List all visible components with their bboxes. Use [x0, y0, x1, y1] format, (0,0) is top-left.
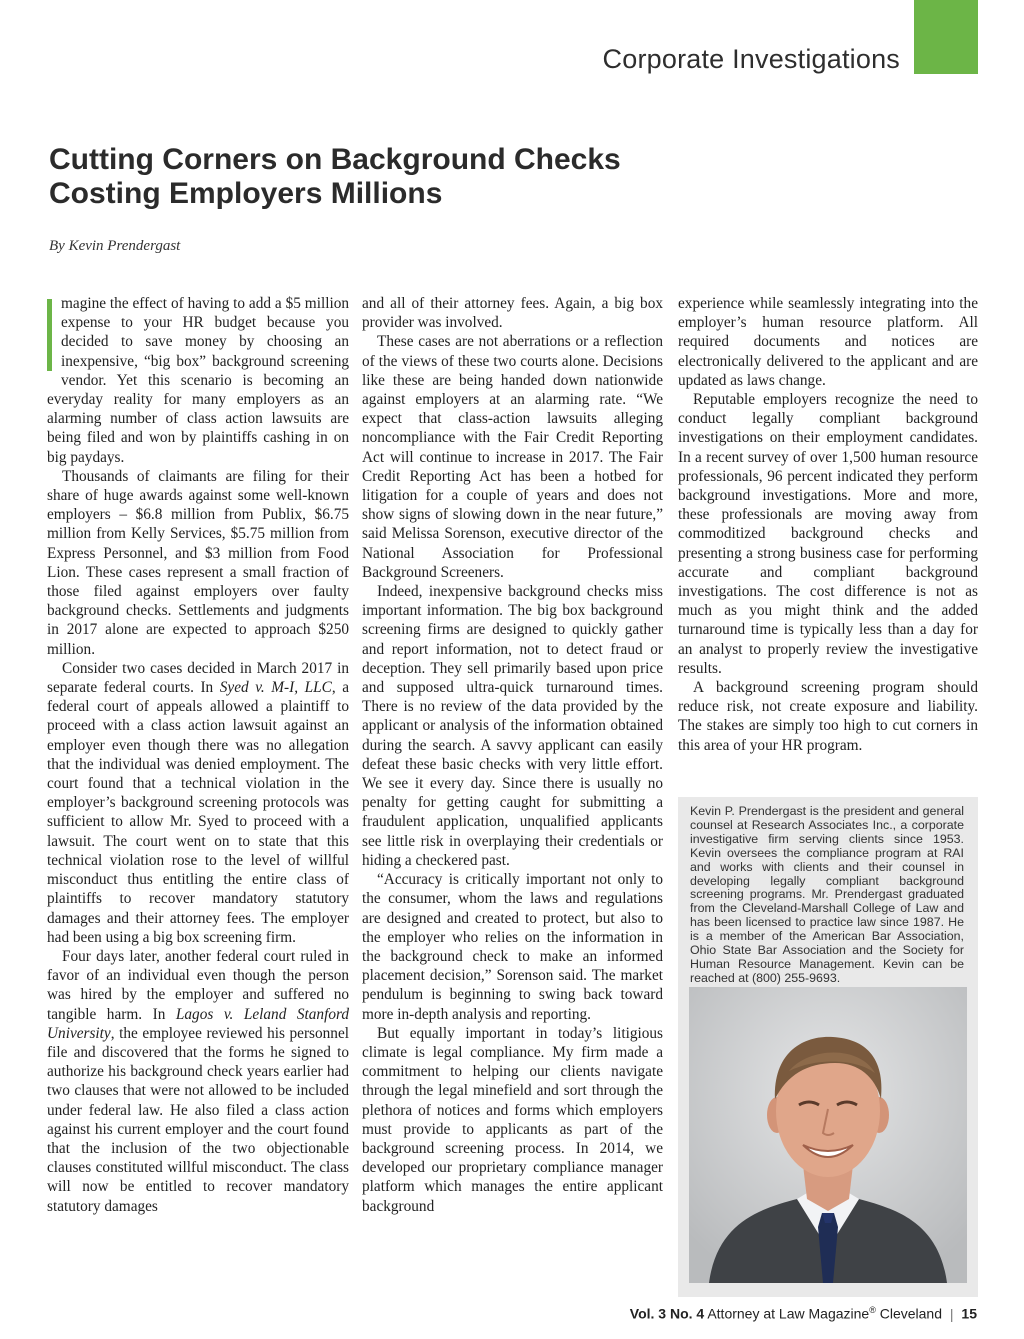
article-column-3 — [678, 294, 978, 755]
drop-cap-bar — [47, 299, 52, 371]
volume-issue: Vol. 3 No. 4 — [629, 1305, 705, 1322]
paragraph: Indeed, inexpensive background checks miss important information. The big box background screening firms are designed to quickly gather and report information, not to detect fraud or deception. They sell primarily based upon price and supposed ultra-quick turnaround times. There is no review of the data provided by the applicant or analysis of the information obtained during the search. A savvy applicant can easily defeat these basic checks with very little effort. We see it every day. Since there is usually no penalty for getting caught for submitting a fraudulent application, unqualified applicants see little risk in overplaying their credentials or hiding a checkered past. — [362, 583, 663, 869]
author-bio: Kevin P. Prendergast is the president and general counsel at Research Associates Inc., a corporate investigative firm serving clients since 1953. Kevin oversees the compliance program at RAI and works with clients and their counsel in developing legally compliant background screening programs. Mr. Prendergast graduated from the Cleveland-Marshall College of Law and has been licensed to practice law since 1987. He is a member of the American Bar Association, Ohio State Bar Association and the Society for Human Resource Management. Kevin can be reached at (800) 255-9693. — [690, 804, 964, 985]
registered-mark: ® — [869, 1305, 876, 1315]
paragraph-text: magine the effect of having to add a $5 million expense to your HR budget because you decided to save money by choosing an inexpensive, “big box” background screening vendor. Yet this scenario is becoming an everyday reality for many employers as an alarming number of class action lawsuits are being filed and won by plaintiffs cashing in on big paydays. — [47, 295, 349, 466]
paragraph: and all of their attorney fees. Again, a big box provider was involved. — [362, 295, 663, 332]
paragraph-text: Consider two cases decided in March 2017 in separate federal courts. In — [47, 659, 349, 697]
page-footer — [630, 1305, 977, 1322]
article-title-line-1: Cutting Corners on Background Checks — [49, 143, 621, 176]
footer-divider: | — [949, 1305, 954, 1322]
article-title-line-2: Costing Employers Millions — [49, 177, 443, 210]
paragraph: A background screening program should reduce risk, not create exposure and liability. The stakes are simply too high to cut corners in this area of your HR program. — [678, 679, 978, 754]
case-name: Syed v. M-I, LLC — [219, 679, 332, 697]
paragraph: “Accuracy is critically important not only to the consumer, whom the laws and regulations are designed and created to protect, but also to the employer who relies on the information in the background check to make an informed placement decision,” Sorenson said. The market pendulum is beginning to swing back toward more in-depth analysis and reporting. — [362, 871, 663, 1023]
paragraph: Reputable employers recognize the need to conduct legally compliant background investigations on their employment candidates. In a recent survey of over 1,500 human resource professionals, 96 percent indicated they perform background investigations. More and more, these professionals are moving away from commoditized background checks and presenting a strong business case for performing accurate and compliant background investigations. The cost difference is not as much as you might think and the added turnaround time is typically less than a day for an analyst to properly review the investigative results. — [678, 391, 978, 677]
paragraph: experience while seamlessly integrating into the employer’s human resource platform. All required documents and notices are electronically delivered to the applicant and are updated as laws change. — [678, 295, 978, 389]
section-color-tab — [914, 0, 978, 74]
magazine-name: Attorney at Law Magazine — [707, 1305, 870, 1322]
paragraph: But equally important in today’s litigious climate is legal compliance. My firm made a commitment to helping our clients navigate through the legal minefield and sort through the plethora of notices and forms which employers must provide to applicants as part of the background screening process. In 2014, we developed our proprietary compliance manager platform which manages the entire applicant background — [362, 1024, 663, 1215]
article-column-1 — [47, 294, 349, 1216]
paragraph: Thousands of claimants are filing for their share of huge awards against some well-known employers – $6.8 million from Publix, $6.75 million from Kelly Services, $5.75 million from Express Personnel, and $3 million from Food Lion. These cases represent a small fraction of those filed against employers over faulty background checks. Settlements and judgments in 2017 alone are expected to approach $250 million. — [47, 467, 349, 658]
article-column-2 — [362, 294, 663, 1216]
paragraph — [47, 947, 349, 1216]
city-name: Cleveland — [879, 1305, 942, 1322]
paragraph: These cases are not aberrations or a reflection of the views of these two courts alone. Decisions like these are being handed down nationwide against employers at an alarming rate. “We expect that class-action lawsuits alleging noncompliance with the Fair Credit Reporting Act will continue to increase in 2017. The Fair Credit Reporting Act has been a hotbed for litigation for a couple of years and does not show signs of slowing down in the near future,” said Melissa Sorenson, executive director of the National Association for Professional Background Screeners. — [362, 333, 663, 581]
case-name: Lagos v. Leland Stanford University — [47, 1005, 349, 1042]
author-photo — [689, 987, 967, 1283]
byline: By Kevin Prendergast — [49, 238, 181, 254]
paragraph — [47, 294, 349, 467]
section-label: Corporate Investigations — [602, 44, 900, 74]
paragraph-text: , the employee reviewed his personnel file and discovered that the forms he signed to authorize his background check years earlier had two clauses that were not allowed to be included under federal law. He also filed a class action against his current employer and the court found that the inclusion of the two objectionable clauses constituted willful misconduct. The class will now be entitled to recover mandatory statutory damages — [47, 1024, 349, 1215]
page-number: 15 — [961, 1305, 977, 1322]
author-portrait-illustration — [689, 987, 967, 1283]
article-title — [49, 143, 809, 211]
author-bio-box — [678, 797, 978, 1297]
paragraph-text: , a federal court of appeals allowed a plaintiff to proceed with a class action lawsuit against an employer even though there was no allegation that the individual was denied employment. The court found that a technical violation in the employer’s background screening protocols was sufficient to allow Mr. Syed to proceed with a lawsuit. The court went on to state that this technical violation rose to the level of willful misconduct thus entitling the entire class of plaintiffs to recover mandatory statutory damages and their attorney fees. The employer had been using a big box screening firm. — [47, 679, 349, 946]
paragraph-text: Four days later, another federal court ruled in favor of an individual even though the person was hired by the employer and suffered no tangible harm. In — [47, 947, 349, 1023]
paragraph — [47, 659, 349, 947]
